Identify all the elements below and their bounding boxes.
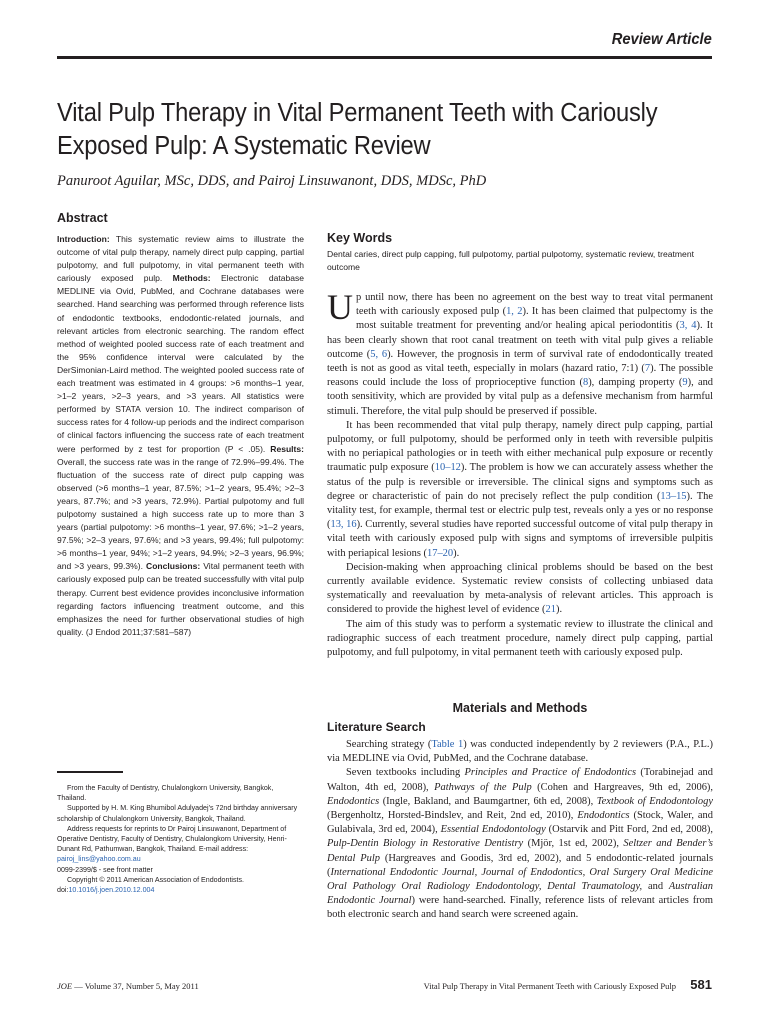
p1-text-e: ). The possible reasons could include the loss of proprioceptive function (	[327, 363, 714, 389]
abstract-heading: Abstract	[57, 211, 108, 225]
p6-text-c: (Cohen and Hargreaves, 9th ed, 2006),	[531, 781, 713, 793]
p1-text-f: ), damping property (	[588, 377, 683, 389]
keywords-list: Dental caries, direct pulp capping, full pulpotomy, partial pulpotomy, systematic review, treatment outcome	[327, 249, 694, 272]
ref-link[interactable]: 13–15	[660, 490, 687, 502]
intro-paragraph-4: The aim of this study was to perform a systematic review to illustrate the clinical and radiographic success of each treatment procedure, namely direct pulp capping, partial pulpotomy, and full pulpotomy, in vital permanent teeth with cariously exposed pulp.	[327, 618, 713, 659]
p6-text-h: (Mjör, 1st ed, 2002),	[523, 838, 624, 850]
p6-text-e: (Bergenholtz, Horsted-Bindslev, and Reit, 2nd ed, 2010),	[327, 810, 578, 822]
p2-text-b: ). The problem is how we can accurately assess whether the status of the pulp is reversible or irreversible. The clinical signs and symptoms such as degree or characteristic of pain do not precisely reflect the pulp condition (	[327, 462, 713, 502]
footnote-support: Supported by H. M. King Bhumibol Adulyadej’s 72nd birthday anniversary scholarship of Chulalongkorn University, Bangkok, Thailand.	[57, 804, 298, 823]
book-title: Endodontics	[577, 810, 630, 822]
footnote-issn: 0099-2399/$ - see front matter	[57, 865, 153, 874]
footnote-reprints	[57, 824, 304, 865]
book-title: Seltzer and Bender’s Dental Pulp	[327, 838, 713, 864]
abstract-body	[57, 233, 304, 639]
abstract-methods-text: Electronic database MEDLINE via Ovid, PubMed, and Cochrane databases were searched. Hand searching was performed through reference lists of endodontic textbooks, endodontic-related journals, and relevant articles from electronic searching. The random effect method of weighted pooled success rate of each treatment and the 95% confidence interval were calculated by the DerSimonian-Laird method. The weighted pooled success rate of each treatment was estimated in 4 groups: >6 months–1 year, >1–2 years, >2–3 years, and >3 years. All statistics were performed by STATA version 10. The indirect comparison of success rates for 4 follow-up periods and the indirect comparison of clinical factors influencing the success rate of each treatment were performed by z test for proportion (P < .05).	[57, 273, 304, 454]
article-title: Vital Pulp Therapy in Vital Permanent Teeth with Cariously Exposed Pulp: A Systematic Review	[57, 99, 658, 160]
book-title: Textbook of Endodontology	[596, 795, 713, 807]
abstract-intro-label: Introduction:	[57, 234, 110, 244]
ref-link[interactable]: 9	[682, 377, 688, 389]
p1-text-b: ). It has been claimed that pulpectomy is the most suitable treatment for preventing and/or healing apical periodontitis (	[356, 306, 714, 332]
page-number: 581	[690, 977, 712, 992]
p1-text-d: ). However, the prognosis in term of survival rate of endodontically treated teeth is not as good as vital teeth, especially in molars (hazard ratio, 7:1) (	[327, 348, 713, 375]
p2-text-d: ). Currently, several studies have reported successful outcome of vital pulp therapy in vital teeth with cariously exposed pulp with signs and symptoms of irreversible pulpitis with periapical lesions (	[327, 519, 713, 559]
doi-link[interactable]: 10.1016/j.joen.2010.12.004	[68, 886, 155, 895]
ref-link[interactable]: 17–20	[427, 547, 454, 559]
footer-journal-info	[57, 981, 199, 991]
ls-paragraph-2	[327, 766, 713, 922]
p6-text-f: (Stock, Waler, and Gulabivala, 3rd ed, 2004),	[327, 810, 713, 836]
p2-text-e: ).	[453, 547, 460, 559]
p6-text-b: (Torabinejad and Walton, 4th ed, 2008),	[327, 767, 713, 793]
book-title: Pulp-Dentin Biology in Restorative Dentistry	[327, 838, 524, 850]
footnote-affiliation: From the Faculty of Dentistry, Chulalongkorn University, Bangkok, Thailand.	[57, 784, 274, 803]
p3-text-b: ).	[555, 604, 563, 616]
book-title: Pathways of the Pulp	[434, 781, 532, 793]
p5-text-b: ) was conducted independently by 2 reviewers (P.A., P.L.) via MEDLINE via Ovid, PubMed, and the Cochrane database.	[327, 739, 713, 765]
ref-link[interactable]: 1, 2	[506, 306, 523, 318]
p6-text-a: Seven textbooks including	[346, 767, 465, 779]
journal-title: Australian Endodontic Journal	[327, 881, 713, 907]
ref-link[interactable]: 10–12	[434, 462, 461, 474]
p3-text-a: Decision-making when approaching clinical problems should be based on the best currently available evidence. Systematic review consists of collecting unbiased data systematically and reevaluation by meta-analysis of relevant articles. This approach is considered to provide the highest level of evidence (	[327, 561, 713, 616]
footnote-doi	[57, 885, 304, 895]
p6-text-i: (Hargreaves and Goodis, 3rd ed, 2002), and 5 endodontic-related journals (	[327, 852, 714, 878]
introduction-text	[327, 287, 714, 660]
ref-link[interactable]: 13, 16	[330, 519, 357, 531]
abstract-methods-label: Methods:	[172, 273, 211, 284]
footnote-copyright: Copyright © 2011 American Association of Endodontists.	[67, 875, 245, 884]
book-title: Principles and Practice of Endodontics	[464, 767, 637, 779]
footnote-reprints-text: Address requests for reprints to Dr Pairoj Linsuwanont, Department of Operative Dentistry, Faculty of Dentistry, Chulalongkorn University, Henri-Dunant Rd, Pathumwan, Bangkok, Thailand. E-mail address:	[57, 824, 287, 854]
p6-text-d: (Ingle, Bakland, and Baumgartner, 6th ed, 2008),	[379, 795, 597, 807]
abstract-conclusions-label: Conclusions:	[146, 561, 201, 572]
p1-text-c: ). It has been clearly shown that root canal treatment on teeth with vital pulp gives a reliable outcome (	[327, 320, 713, 360]
p1-text-g: ), and tooth sensitivity, which are provided by vital pulp as a defensive mechanism from harmful stimuli. Therefore, the vital pulp should be preserved if possible.	[327, 377, 714, 417]
intro-paragraph-1	[327, 287, 714, 419]
p2-text-a: It has been recommended that vital pulp therapy, namely direct pulp capping, partial pulpotomy, or full pulpotomy, should be performed only in teeth with reversible pulpitis with no periapical pathologies or in teeth with either mechanical pulp exposure or recently traumatic pulp exposure (	[327, 419, 713, 474]
journal-titles: International Endodontic Journal, Journal of Endodontics, Oral Surgery Oral Medicine Oral Pathology Oral Radiology Endodontology, Dental Traumatology,	[327, 866, 713, 893]
abstract-intro-text: This systematic review aims to illustrate the outcome of vital pulp therapy, namely direct pulp capping, partial pulpotomy, and full pulpotomy, in vital permanent teeth with cariously exposed pulp.	[57, 234, 304, 284]
ref-link[interactable]: 3, 4	[679, 320, 697, 332]
footnote-rule	[57, 771, 123, 773]
footnotes	[57, 783, 304, 895]
p6-text-g: (Ostarvik and Pitt Ford, 2nd ed, 2008),	[545, 824, 713, 836]
book-title: Essential Endodontology	[440, 824, 546, 836]
footer-running-title: Vital Pulp Therapy in Vital Permanent Teeth with Cariously Exposed Pulp	[423, 981, 676, 991]
intro-paragraph-3	[327, 561, 713, 618]
literature-search-heading: Literature Search	[327, 720, 426, 734]
table-link[interactable]: Table 1	[431, 739, 464, 750]
p6-text-k: ) were hand-searched. Finally, reference lists of relevant articles from both electronic search and hand search were screened again.	[327, 895, 713, 921]
abstract-results-label: Results:	[270, 443, 305, 454]
section-label: Review Article	[611, 31, 712, 48]
ref-link[interactable]: 8	[582, 377, 589, 389]
ref-link[interactable]: 21	[545, 604, 556, 616]
abstract-conclusions-text: Vital permanent teeth with cariously exposed pulp can be treated successfully with vital pulp therapy. Current best evidence provides inconclusive information regarding factors influencing treatment outcome, and this emphasizes the need for further observational studies of high quality. (J Endod 2011;37:581–587)	[57, 561, 305, 637]
intro-paragraph-2	[327, 419, 713, 561]
book-title: Endodontics	[327, 795, 380, 807]
doi-label: doi:	[57, 886, 69, 895]
footer-journal: JOE	[57, 981, 73, 991]
p2-text-c: ). The vitality test, for example, thermal test or electric pulp test, reveals only a yes or no response (	[327, 490, 713, 531]
p6-text-j: and	[642, 881, 669, 893]
email-link[interactable]: pairoj_lins@yahoo.com.au	[57, 855, 141, 864]
ref-link[interactable]: 5, 6	[370, 348, 388, 360]
header-rule	[57, 56, 712, 59]
abstract-results-text: Overall, the success rate was in the range of 72.9%–99.4%. The fluctuation of the success rate of direct pulp capping was observed (>6 months–1 year, 87.5%; >1–2 years, 95.4%; >2–3 years, 87.7%; and >3 years, 72.9%). Partial pulpotomy and full pulpotomy sustained a high success rate up to more than 3 years (partial pulpotomy: >6 months–1 year, 97.6%; >1–2 years, 97.5%; >2–3 years, 97.6%; and >3 years, 99.4%; full pulpotomy: >6 months–1 year, 94%; >1–2 years, 94.9%; >2–3 years, 96.9%; and >3 years, 99.3%).	[57, 456, 304, 572]
drop-cap: U	[327, 287, 353, 327]
article-authors: Panuroot Aguilar, MSc, DDS, and Pairoj Linsuwanont, DDS, MDSc, PhD	[57, 173, 487, 189]
ls-paragraph-1	[327, 738, 713, 766]
keywords-heading: Key Words	[327, 231, 393, 245]
literature-search-text	[327, 738, 713, 923]
p5-text-a: Searching strategy (	[346, 739, 432, 750]
footer-issue: — Volume 37, Number 5, May 2011	[72, 981, 199, 991]
ref-link[interactable]: 7	[644, 363, 651, 375]
materials-methods-heading: Materials and Methods	[452, 701, 588, 715]
p1-text-a: p until now, there has been no agreement on the best way to treat vital permanent teeth with cariously exposed pulp (	[356, 292, 713, 318]
